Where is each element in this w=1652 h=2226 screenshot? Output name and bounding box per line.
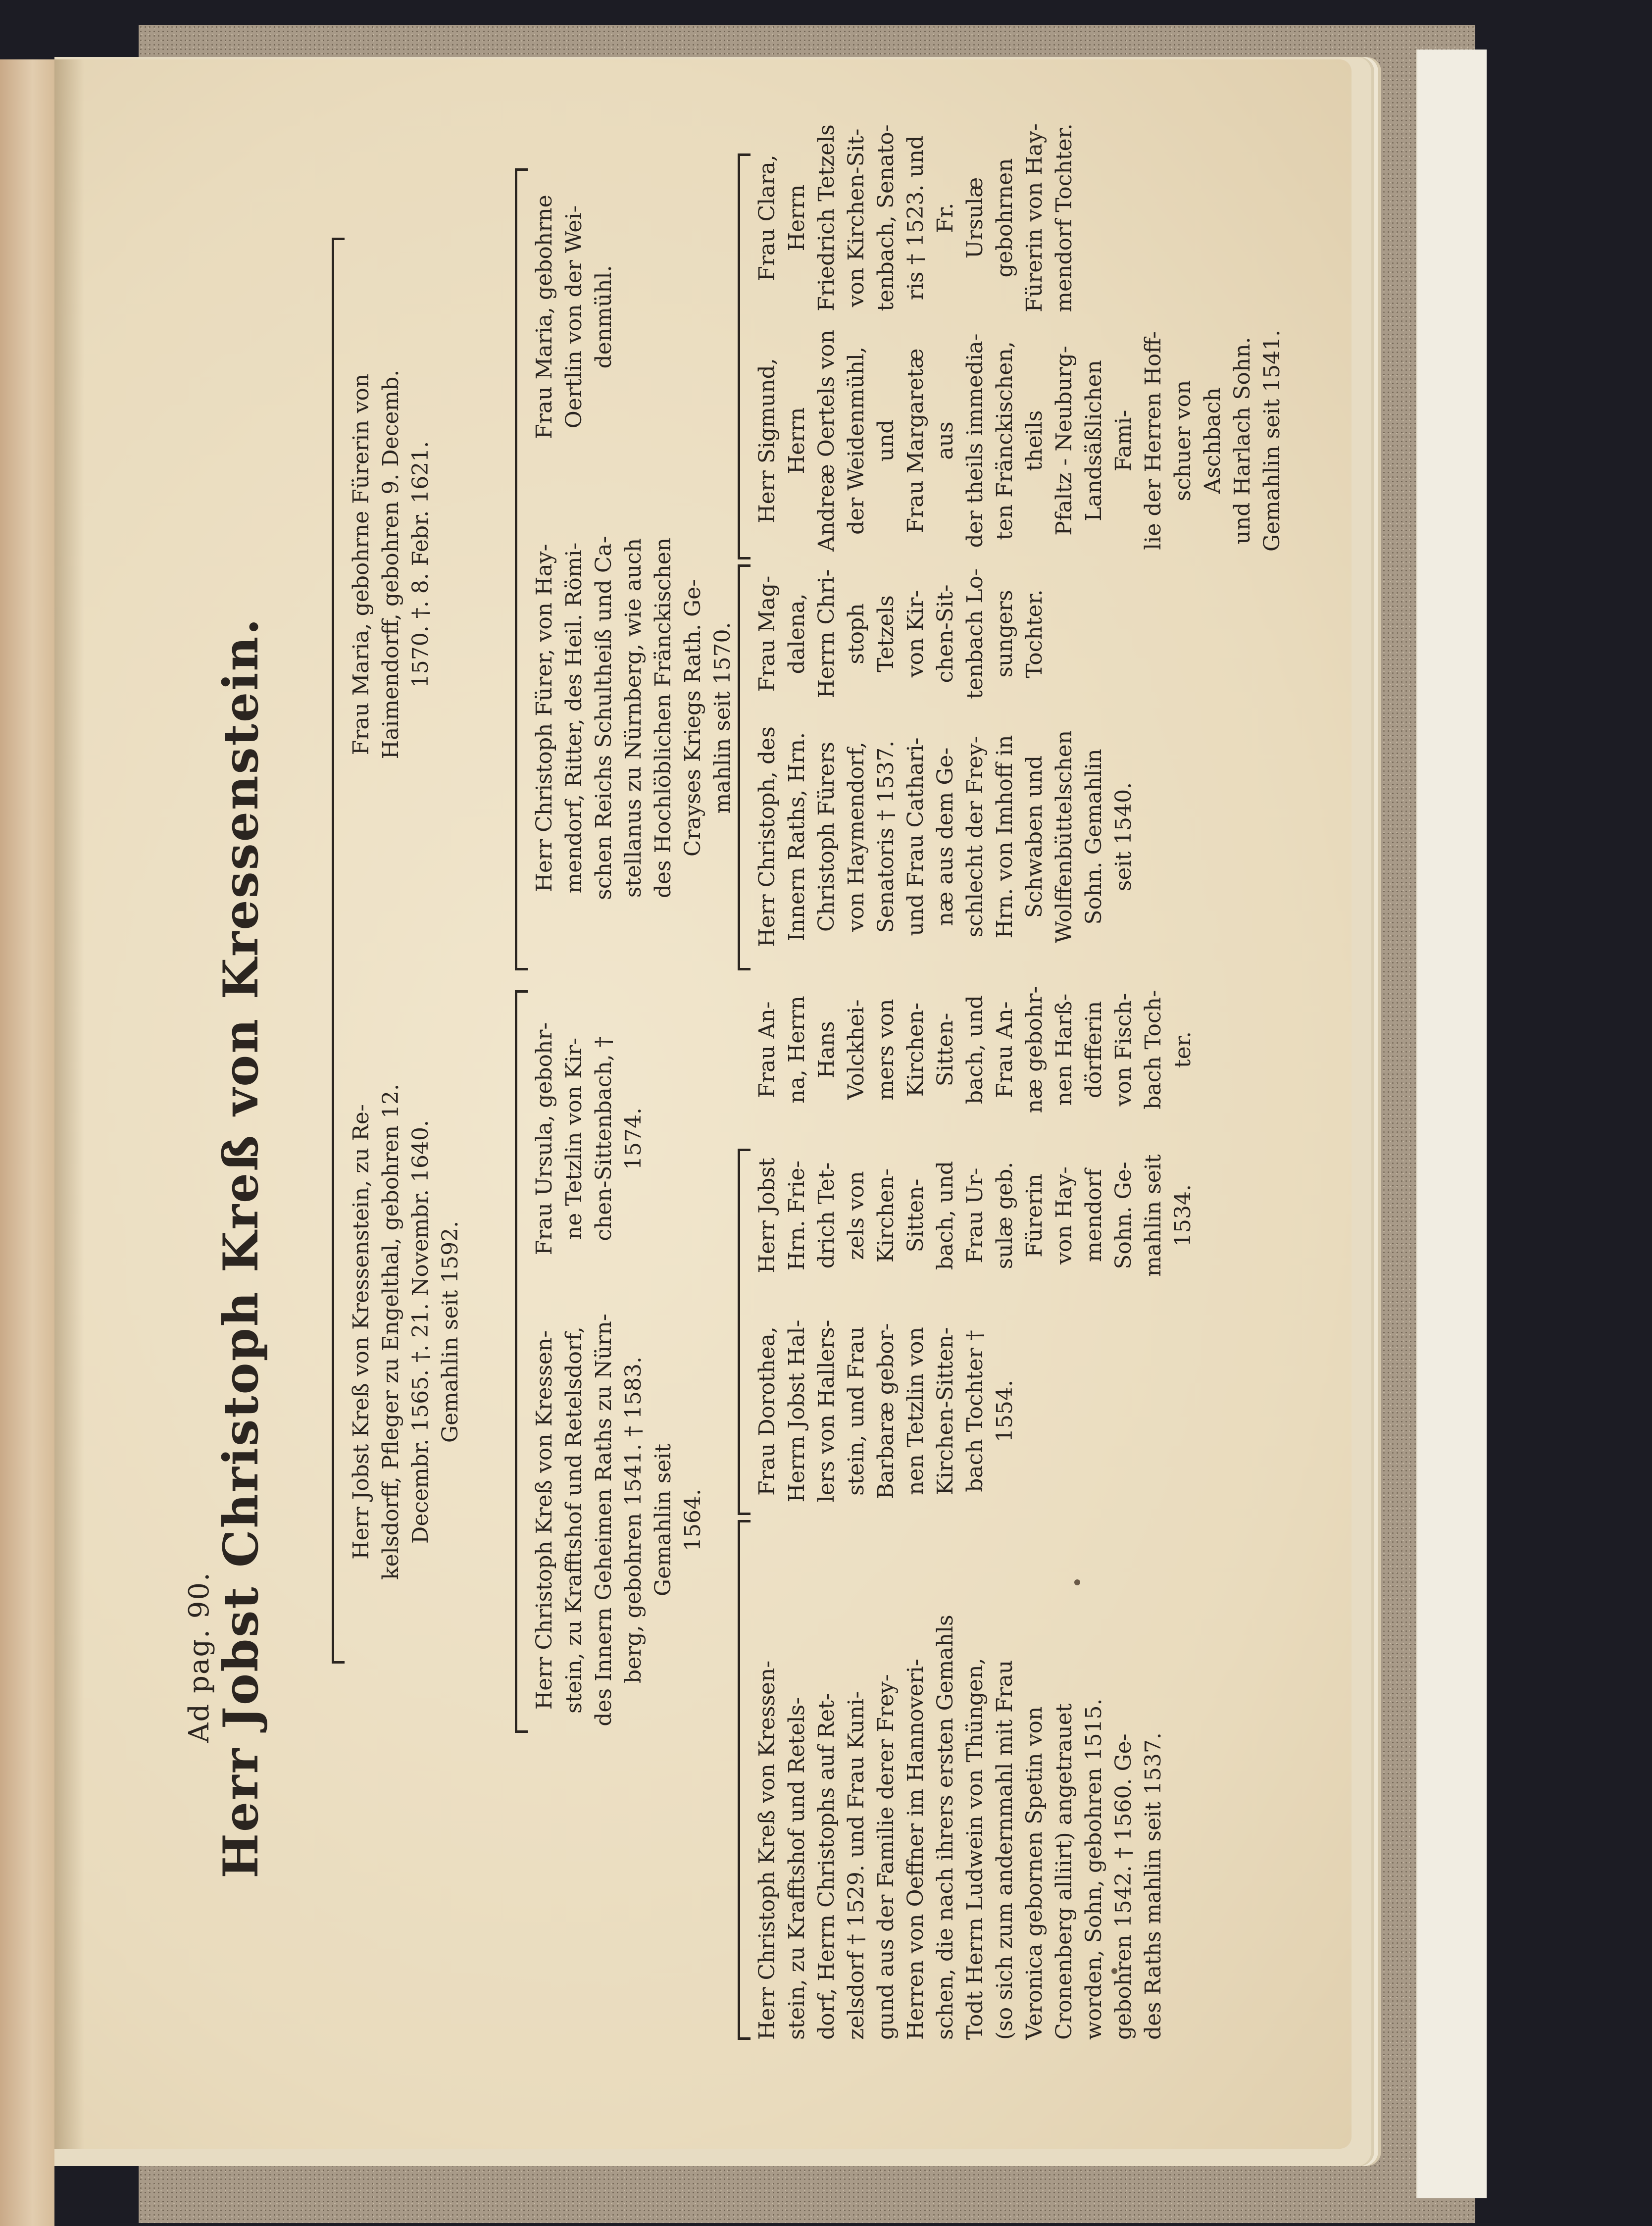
gen3-person-4: Frau An- na, Herrn Hans Volckhei- mers von Kirchen- Sitten- bach, und Frau An- næ gebohr- nen Harß- dörfferin von Fisch- bach Toch- ter.: [754, 986, 1196, 1113]
gen3-person-3: Herr Jobst Hrn. Frie- drich Tet- zels von Kirchen- Sitten- bach, und Frau Ur- sulæ geb. Fürerin von Hay- mendorf Sohn. Ge- mahlin seit 1534.: [754, 1154, 1196, 1277]
page-reference: Ad pag. 90.: [183, 1571, 215, 1743]
gen2-person-1: Herr Christoph Kreß von Kressen- stein, zu Krafftshof und Retelsdorf, des Innern Geheimen Raths zu Nürn- berg, gebohren 1541. † 1583. Gemahlin seit 1564.: [532, 1314, 705, 1726]
gen3-person-2: Frau Dorothea, Herrn Jobst Hal- lers von Hallers- stein, und Frau Barbaræ gebor- nen Tetzlin von Kirchen-Sitten- bach Tochter † 1554.: [754, 1319, 1017, 1503]
generation-3-brace-4: [738, 153, 740, 559]
page-title: Herr Jobst Christoph Kreß von Kressenstein.: [213, 617, 269, 1878]
gen2-person-4: Frau Maria, gebohrne Oertlin von der Wei- denmühl.: [532, 195, 616, 439]
gen3-person-6: Frau Mag- dalena, Herrn Chri- stoph Tetzels von Kir- chen-Sit- tenbach Lo- sungers Tochter.: [754, 568, 1047, 699]
gen1-father: Herr Jobst Kreß von Kressenstein, zu Re- kelsdorff, Pfleger zu Engelthal, gebohren 12. Decembr. 1565. †. 21. Novembr. 1640. Gemahlin seit 1592.: [349, 1083, 463, 1580]
gen3-person-1: Herr Christoph Kreß von Kressen- stein, zu Krafftshof und Retels- dorf, Herrn Christophs auf Ret- zelsdorf † 1529. und Frau Kuni- gund aus der Familie derer Frey- Herren von Oeffner im Hannoveri- schen, die nach ihrers ersten Gemahls Todt Herrn Ludwein von Thüngen, (so sich zum andernmahl mit Frau Veronica gebornen Spetin von Cronenberg alliirt) angetrauet worden, Sohn, gebohren 1515. gebohren 1542. † 1560. Ge- des Raths mahlin seit 1537.: [754, 1615, 1166, 2040]
gen2-person-2: Frau Ursula, gebohr- ne Tetzlin von Kir- chen-Sittenbach, † 1574.: [532, 1022, 646, 1256]
gen1-mother: Frau Maria, gebohrne Fürerin von Haimendorff, gebohren 9. Decemb. 1570. †. 8. Febr. 1621.: [349, 369, 433, 759]
generation-1-brace: [332, 238, 334, 1664]
page-gutter-shadow: [54, 59, 84, 2149]
genealogy-table: [134, 119, 1312, 2089]
gen3-person-7: Herr Sigmund, Herrn Andreæ Oertels von der Weidenmühl, und Frau Margaretæ aus der theils immedia- ten Fränckischen, theils Pfaltz - Neuburg- Landsäßlichen Fami- lie der Herren Hoff- schuer von Aschbach und Harlach Sohn. Gemahlin seit 1541.: [754, 329, 1285, 552]
generation-3-brace-2: [738, 1149, 740, 1515]
generation-3-brace-1: [738, 1520, 740, 2040]
gen3-person-5: Herr Christoph, des Innern Raths, Hrn. Christoph Fürers von Haymendorf, Senatoris † 1537. und Frau Cathari- næ aus dem Ge- schlecht der Frey- Hrn. von Imhoff in Schwaben und Wolffenbüttelschen Sohn. Gemahlin seit 1540.: [754, 726, 1136, 947]
generation-2-left-brace: [515, 990, 517, 1733]
board-edge: [1416, 50, 1487, 2198]
gen3-person-8: Frau Clara, Herrn Friedrich Tetzels von Kirchen-Sit- tenbach, Senato- ris † 1523. und Fr. Ursulæ gebohrnen Fürerin von Hay- mendorf Tochter.: [754, 123, 1077, 312]
generation-3-brace-3: [738, 564, 740, 970]
generation-2-right-brace: [515, 168, 517, 970]
facing-page-edge: [0, 59, 54, 2226]
gen2-person-3: Herr Christoph Fürer, von Hay- mendorf, Ritter, des Heil. Römi- schen Reichs Schultheiß und Ca- stellanus zu Nürnberg, wie auch des Hochlöblichen Fränckischen Crayses Kriegs Rath. Ge- mahlin seit 1570.: [532, 536, 735, 900]
